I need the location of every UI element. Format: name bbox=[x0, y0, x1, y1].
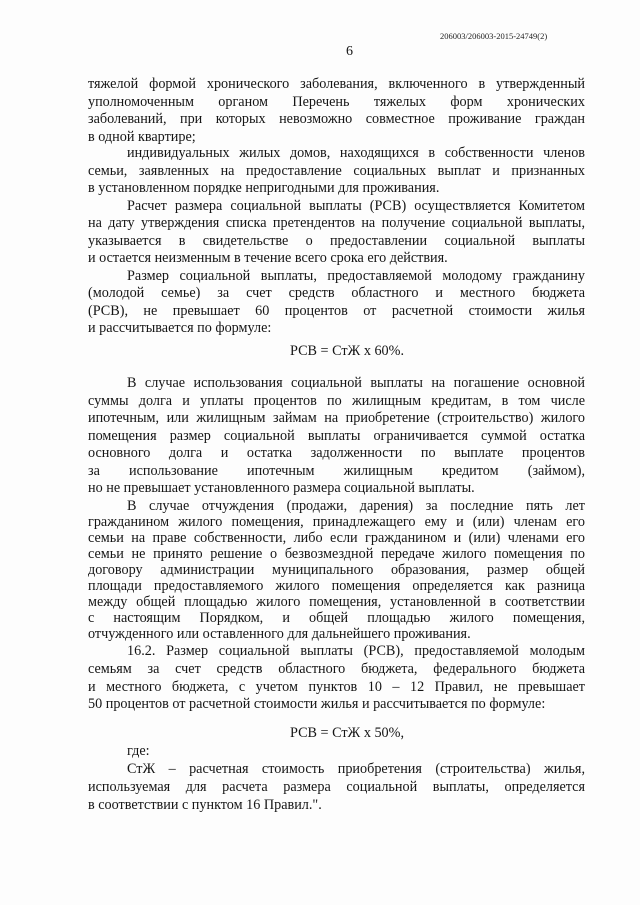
text-line: заболеваний, при которых невозможно совместное проживание граждан bbox=[88, 111, 585, 127]
text-line: Размер социальной выплаты, предоставляемой молодому гражданину bbox=[127, 268, 585, 284]
text-line: и местного бюджета, с учетом пунктов 10 – 12 Правил, не превышает bbox=[88, 679, 585, 695]
formula: РСВ = СтЖ х 60%. bbox=[290, 343, 405, 359]
text-line: отчужденного или оставленного для дальнейшего проживания. bbox=[88, 626, 471, 642]
text-line: семьи не принято решение о безвозмездной передаче жилого помещения по bbox=[88, 546, 585, 562]
text-line: указывается в свидетельстве о предоставлении социальной выплаты bbox=[88, 233, 585, 249]
text-line: семьи, заявленных на предоставление социальных выплат и признанных bbox=[88, 163, 585, 179]
text-line: с настоящим Порядком, и общей площадью жилого помещения, bbox=[88, 610, 585, 626]
text-line: суммы долга и уплаты процентов по жилищным кредитам, в том числе bbox=[88, 393, 585, 409]
text-line: на дату утверждения списка претендентов на получение социальной выплаты, bbox=[88, 215, 585, 231]
text-line: площади предоставляемого жилого помещения определяется как разница bbox=[88, 578, 585, 594]
text-line: семьям за счет средств областного бюджета, федерального бюджета bbox=[88, 661, 585, 677]
text-line: семьи на праве собственности, либо если гражданином и (или) членами его bbox=[88, 530, 585, 546]
text-line: и рассчитывается по формуле: bbox=[88, 320, 272, 336]
text-line: помещения размер социальной выплаты ограничивается суммой остатка bbox=[88, 428, 585, 444]
text-line: и остается неизменным в течение всего срока его действия. bbox=[88, 250, 448, 266]
text-line: основного долга и остатка задолженности по выплате процентов bbox=[88, 445, 585, 461]
text-line: используемая для расчета размера социальной выплаты, определяется bbox=[88, 779, 585, 795]
where-label: где: bbox=[127, 743, 150, 759]
text-line: договору администрации муниципального образования, размер общей bbox=[88, 562, 585, 578]
text-line: индивидуальных жилых домов, находящихся в собственности членов bbox=[127, 145, 585, 161]
text-line: в установленном порядке непригодными для проживания. bbox=[88, 180, 440, 196]
text-line: (молодой семье) за счет средств областного и местного бюджета bbox=[88, 285, 585, 301]
text-line: 16.2. Размер социальной выплаты (РСВ), предоставляемой молодым bbox=[127, 643, 585, 659]
text-line: Расчет размера социальной выплаты (РСВ) осуществляется Комитетом bbox=[127, 198, 585, 214]
document-id: 206003/206003-2015-24749(2) bbox=[440, 31, 548, 41]
text-line: тяжелой формой хронического заболевания, включенного в утвержденный bbox=[88, 76, 585, 92]
text-line: 50 процентов от расчетной стоимости жилья и рассчитывается по формуле: bbox=[88, 696, 546, 712]
formula: РСВ = СтЖ х 50%, bbox=[290, 725, 405, 741]
text-line: уполномоченным органом Перечень тяжелых форм хронических bbox=[88, 94, 585, 110]
text-line: (РСВ), не превышает 60 процентов от расчетной стоимости жилья bbox=[88, 303, 585, 319]
text-line: СтЖ – расчетная стоимость приобретения (строительства) жилья, bbox=[127, 761, 585, 777]
text-line: но не превышает установленного размера социальной выплаты. bbox=[88, 480, 475, 496]
text-line: в одной квартире; bbox=[88, 129, 196, 145]
text-line: в соответствии с пунктом 16 Правил.". bbox=[88, 797, 322, 813]
text-line: за использование ипотечным жилищным кредитом (займом), bbox=[88, 463, 585, 479]
text-line: гражданином жилого помещения, принадлежащего ему и (или) членам его bbox=[88, 514, 585, 530]
page-number: 6 bbox=[346, 44, 353, 59]
text-line: между общей площадью жилого помещения, установленной в соответствии bbox=[88, 594, 585, 610]
text-line: ипотечным, или жилищным займам на приобретение (строительство) жилого bbox=[88, 410, 585, 426]
text-line: В случае отчуждения (продажи, дарения) за последние пять лет bbox=[127, 498, 585, 514]
text-line: В случае использования социальной выплаты на погашение основной bbox=[127, 375, 585, 391]
